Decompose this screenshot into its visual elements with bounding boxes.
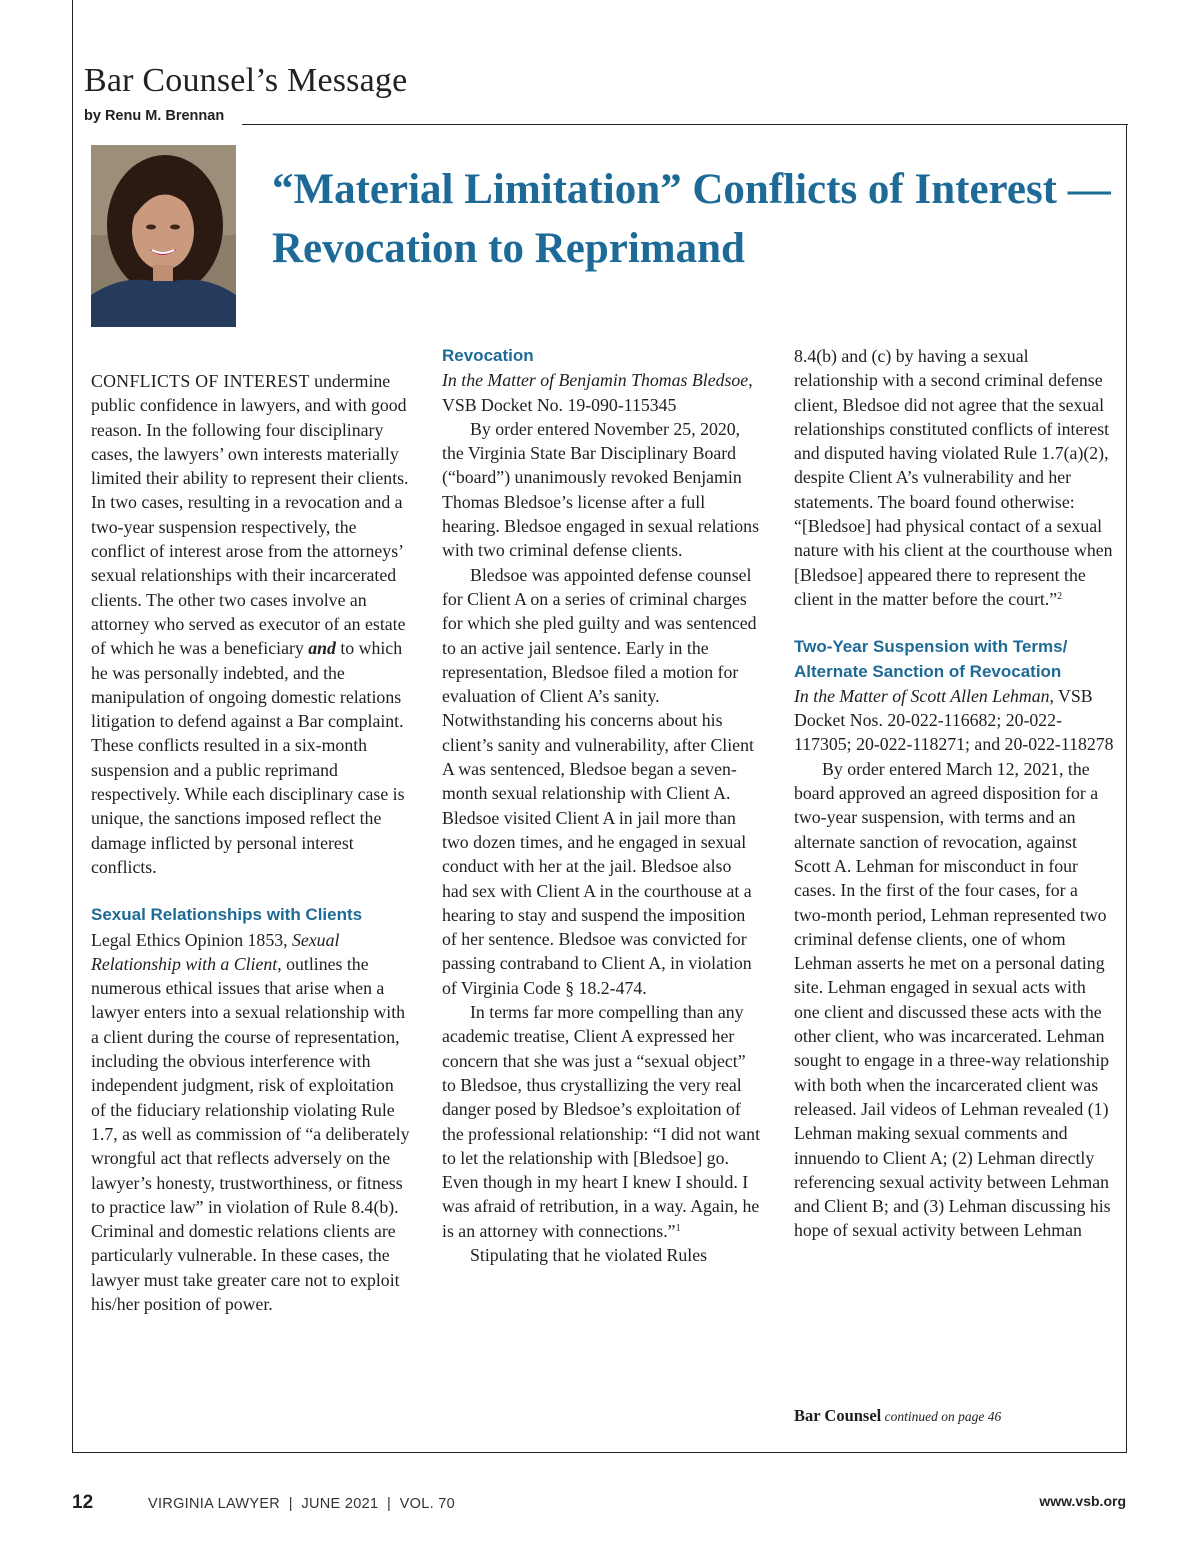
case-name-lehman: In the Matter of Scott Allen Lehman — [794, 685, 1050, 706]
footnote-ref-2: 2 — [1057, 590, 1063, 602]
docket-lehman: , VSB Docket Nos. 20-022-116682; 20-022-117305; 20-022-118271; and 20-022-118278 — [794, 685, 1114, 755]
page-number: 12 — [72, 1492, 94, 1513]
bledsoe-continued-text: 8.4(b) and (c) by having a sexual relationship with a second criminal defense client, Bledsoe did not agree that the sexual relationships constituted conflicts of interest and disputed having violated Rule 1.7(a)(2), despite Client A’s vulnerability and her statements. The board found otherwise: “[Bledsoe] had physical contact of a sexual nature with his client at the courthouse when [Bledsoe] appeared there to represent the client in the matter before the court.” — [794, 346, 1113, 609]
bledsoe-paragraph-3 — [442, 1000, 760, 1243]
section-title: Bar Counsel’s Message — [84, 62, 408, 99]
column-2 — [442, 344, 760, 1267]
article-headline: “Material Limitation” Conflicts of Interest — Revocation to Reprimand — [272, 166, 1111, 272]
leo-text-a: Legal Ethics Opinion 1853, — [91, 929, 292, 950]
intro-caps: CONFLICTS OF INTEREST — [91, 371, 310, 391]
continued-text: continued on page 46 — [881, 1409, 1002, 1424]
leo-title: Sexual Relationship with a Client — [91, 929, 340, 974]
footnote-ref-1: 1 — [675, 1222, 681, 1234]
subhead-sexual-relationships: Sexual Relationships with Clients — [91, 905, 363, 925]
subhead-line-1: Two-Year Suspension with Terms/ — [794, 637, 1068, 657]
column-3 — [794, 344, 1114, 1243]
continued-note — [794, 1406, 1001, 1426]
leo-paragraph — [91, 928, 411, 1317]
continued-label: Bar Counsel — [794, 1406, 882, 1425]
case-name-bledsoe: In the Matter of Benjamin Thomas Bledsoe, — [442, 370, 753, 391]
bledsoe-paragraph-4: Stipulating that he violated Rules — [470, 1244, 708, 1265]
left-rule — [72, 0, 73, 124]
intro-emphasis: and — [308, 638, 336, 659]
leo-text-b: , outlines the numerous ethical issues that arise when a lawyer enters into a sexual relationship with a client during the course of representation, including the obvious interference with independent judgment, risk of exploitation of the fiduciary relationship violating Rule 1.7, as well as commission of “a deliberately wrongful act that reflects adversely on the lawyer’s honesty, trustworthiness, or fitness to practice law” in violation of Rule 8.4(b). Criminal and domestic relations clients are particularly vulnerable. In these cases, the lawyer must take greater care not to exploit his/her position of power. — [91, 953, 410, 1314]
case-citation-lehman — [794, 684, 1114, 757]
author-photo — [91, 145, 236, 327]
subhead-revocation: Revocation — [442, 346, 534, 365]
column-1 — [91, 369, 411, 1316]
subhead-two-year-suspension — [794, 635, 1114, 684]
subhead-line-2: Alternate Sanction of Revocation — [794, 661, 1062, 681]
bledsoe-paragraph-2: Bledsoe was appointed defense counsel for Client A on a series of criminal charges for which she pled guilty and was sentenced to an active jail sentence. Early in the representation, Bledsoe filed a motion for evaluation of Client A’s sanity. Notwithstanding his concerns about his client’s sanity and vulnerability, after Client A was sentenced, Bledsoe began a seven-month sexual relationship with Client A. Bledsoe visited Client A in jail more than two dozen times, and he engaged in sexual conduct with her at the jail. Bledsoe also had sex with Client A in the courthouse at a hearing to stay and suspend the imposition of her sentence. Bledsoe was convicted for passing contraband to Client A, in violation of Virginia Code § 18.2-474. — [442, 564, 757, 998]
masthead: VIRGINIA LAWYER | JUNE 2021 | VOL. 70 — [148, 1496, 455, 1512]
website-link[interactable]: www.vsb.org — [1039, 1493, 1126, 1509]
case-citation-bledsoe — [442, 368, 760, 417]
bledsoe-paragraph-3-text: In terms far more compelling than any academic treatise, Client A expressed her concern that she was just a “sexual object” to Bledsoe, thus crystallizing the very real danger posed by Bledsoe’s exploitation of the professional relationship: “I did not want to let the relationship with [Bledsoe] go. Even though in my heart I knew I should. I was afraid of retribution, in a way. Again, he is an attorney with connections.” — [442, 1002, 761, 1241]
intro-text-a: undermine public confidence in lawyers, and with good reason. In the following four disciplinary cases, the lawyers’ own interests materially limited their ability to represent their clients. In two cases, resulting in a revocation and a two-year suspension respectively, the conflict of interest arose from the attorneys’ sexual relationships with their incarcerated clients. The other two cases involve an attorney who served as executor of an estate of which he was a beneficiary — [91, 371, 409, 659]
docket-bledsoe: VSB Docket No. 19-090-115345 — [442, 394, 677, 415]
bledsoe-paragraph-1: By order entered November 25, 2020, the Virginia State Bar Disciplinary Board (“board”) unanimously revoked Benjamin Thomas Bledsoe’s license after a full hearing. Bledsoe engaged in sexual relations with two criminal defense clients. — [442, 418, 759, 561]
bledsoe-paragraph-continued — [794, 344, 1114, 611]
lehman-paragraph-1: By order entered March 12, 2021, the board approved an agreed disposition for a two-year suspension, with terms and an alternate sanction of revocation, against Scott A. Lehman for misconduct in four cases. In the first of the four cases, for a two-month period, Lehman represented two criminal defense clients, one of whom Lehman asserts he met on a personal dating site. Lehman engaged in sexual acts with one client and discussed these acts with the other client, who was incarcerated. Lehman sought to engage in a three-way relationship with both when the incarcerated client was released. Jail videos of Lehman revealed (1) Lehman making sexual comments and innuendo to Client A; (2) Lehman directly referencing sexual activity between Lehman and Client B; and (3) Lehman discussing his hope of sexual activity between Lehman — [794, 758, 1111, 1241]
intro-paragraph — [91, 369, 411, 879]
intro-text-b: to which he was personally indebted, and the manipulation of ongoing domestic relations litigation to defend against a Bar complaint. These conflicts resulted in a six-month suspension and a public reprimand respectively. While each disciplinary case is unique, the sanctions imposed reflect the damage inflicted by personal interest conflicts. — [91, 638, 405, 877]
byline: by Renu M. Brennan — [84, 108, 225, 124]
